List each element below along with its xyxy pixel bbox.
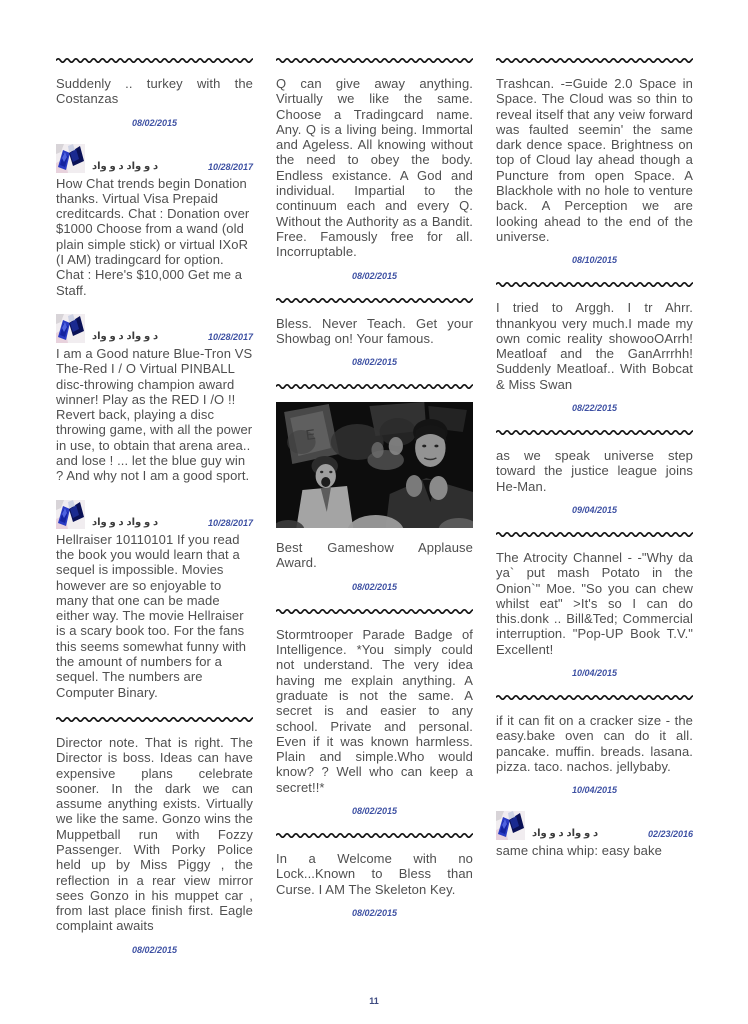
wavy-divider: [496, 531, 693, 538]
photo-post: [276, 402, 473, 592]
post: [276, 851, 473, 918]
wavy-divider: [56, 57, 253, 64]
comment: [56, 500, 253, 700]
post: [496, 76, 693, 265]
comment-text: How Chat trends begin Donation thanks. Virtual Visa Prepaid creditcards. Chat : Donation over $1000 Choose from a wand (old plain simple stick) or virtual IXoR (I AM) tradingcard for option. Chat : Here's $10,000 Get me a Staff.: [56, 175, 250, 298]
post-date: 08/02/2015: [351, 581, 398, 592]
comment-date: 02/23/2016: [647, 829, 693, 840]
post-date: 08/10/2015: [571, 255, 618, 266]
post-date: 10/04/2015: [571, 668, 618, 679]
post: [496, 448, 693, 515]
user-avatar: [56, 314, 85, 343]
post-text: I tried to Arggh. I tr Ahrr. thnankyou very much.I made my own comic reality showooOArrh! Meatloaf and the GanArrrhh! Suddenly Meatloaf.. With Bobcat & Miss Swan: [496, 300, 693, 392]
post-date: 08/02/2015: [351, 907, 398, 918]
user-avatar: [496, 811, 525, 840]
column-1: [56, 57, 253, 965]
wavy-divider: [276, 383, 473, 390]
comment-author: د و واد د و واد: [92, 516, 159, 528]
comment-author: د و واد د و واد: [92, 160, 159, 172]
post: [56, 735, 253, 955]
post: [56, 76, 253, 128]
comment-text: same china whip: easy bake: [496, 843, 662, 859]
comment-author: د و واد د و واد: [92, 330, 159, 342]
wavy-divider: [496, 57, 693, 64]
post-text: Trashcan. -=Guide 2.0 Space in Space. The Cloud was so thin to reveal itself that any veiw forward was faulted seemin' the same dark dence space. Brightness on top of Cloud lay ahead though a Puncture from open Space. A Blackhole with no hole to venture back. A Perception we are looking ahead to the end of the universe.: [496, 76, 693, 244]
post: [276, 627, 473, 816]
post-text: as we speak universe step toward the justice league joins He-Man.: [496, 448, 693, 494]
comment: [496, 811, 693, 858]
wavy-divider: [496, 694, 693, 701]
post: [496, 300, 693, 413]
post-text: Q can give away anything. Virtually we like the same. Choose a Tradingcard name. Any. Q is a living being. Immortal and Ageless. All knowing without the need to obey the body. Endless existance. A God and individual. Impartial to the continuum each and every Q. Without the Authority as a Bandit. Free. Famously free for all. Incorruptable.: [276, 76, 473, 260]
post-date: 08/02/2015: [351, 357, 398, 368]
comment-date: 10/28/2017: [207, 161, 253, 172]
comment: [56, 314, 253, 484]
post-date: 10/04/2015: [571, 785, 618, 796]
post-date: 08/02/2015: [351, 806, 398, 817]
comment-text: Hellraiser 10110101 If you read the book you would learn that a sequel is impossible. Movies however are so enjoyable to many that one can be made either way. The movie Hellraiser is a scary book too. For the fans this seems somewhat funny with the amount of numbers for a sequel. The numbers are Computer Binary.: [56, 531, 247, 700]
comment-date: 10/28/2017: [207, 517, 253, 528]
page-number: 11: [369, 996, 379, 1006]
user-avatar: [56, 500, 85, 529]
post: [496, 713, 693, 795]
document-page: [56, 57, 693, 965]
wavy-divider: [276, 832, 473, 839]
post-date: 09/04/2015: [571, 504, 618, 515]
wavy-divider: [276, 608, 473, 615]
comment-author: د و واد د و واد: [532, 828, 599, 840]
user-avatar: [56, 144, 85, 173]
wavy-divider: [276, 297, 473, 304]
post-text: Stormtrooper Parade Badge of Intelligence. *You simply could not understand. The very idea having me explain anything. A graduate is not the same. A secret is and easier to any school. Private and personal. Even if it was known harmless. Plain and simple.Who would know? ? Well who can keep a secret!!*: [276, 626, 473, 795]
wavy-divider: [496, 281, 693, 288]
wavy-divider: [496, 429, 693, 436]
comment-header: [496, 811, 693, 840]
crowd-applause-photo: [276, 402, 473, 528]
post-text: The Atrocity Channel - -"Why da ya` put mash Potato in the Onion`" Moe. "So you can chew whilst eat" >It's so I can do this.donk .. Bill&Ted; Commercial interruption. "Pop-UP Book T.V." Excellent!: [496, 549, 693, 657]
post-text: Suddenly .. turkey with the Costanzas: [56, 76, 253, 107]
post-date: 08/22/2015: [571, 403, 618, 414]
column-2: [276, 57, 473, 965]
post-date: 08/02/2015: [351, 270, 398, 281]
wavy-divider: [56, 716, 253, 723]
column-3: [496, 57, 693, 965]
wavy-divider: [276, 57, 473, 64]
post-date: 08/02/2015: [131, 117, 178, 128]
photo-caption: Best Gameshow Applause Award.: [276, 540, 473, 571]
post: [276, 316, 473, 368]
comment-header: [56, 314, 253, 343]
post-text: In a Welcome with no Lock...Known to Bless than Curse. I AM The Skeleton Key.: [276, 851, 473, 897]
comment-header: [56, 500, 253, 529]
post-text: Director note. That is right. The Director is boss. Ideas can have expensive plans celebrate sooner. In the dark we can assume anything exists. Virtually we like the same. Gonzo wins the Muppetball run with Fozzy Passenger. With Porky Police held up by Miss Piggy , the reflection in a rear view mirror sees Gonzo in his muppet car , from last place finish first. Eagle complaint awaits: [56, 734, 253, 934]
comment-text: I am a Good nature Blue-Tron VS The-Red I / O Virtual PINBALL disc-throwing champion award winner! Play as the RED I /O !! Revert back, playing a disc throwing game, with all the power in use, to obtain that arena area.. and lose ! ... let the blue guy win ? And why not I am a good sport.: [56, 345, 253, 484]
post-date: 08/02/2015: [131, 944, 178, 955]
comment-header: [56, 144, 253, 173]
post-text: if it can fit on a cracker size - the easy.bake oven can do it all. pancake. muffin. breads. lasana. pizza. taco. nachos. jellybaby.: [496, 713, 693, 774]
post-text: Bless. Never Teach. Get your Showbag on! Your famous.: [276, 315, 473, 346]
post: [276, 76, 473, 281]
comment-date: 10/28/2017: [207, 331, 253, 342]
post: [496, 550, 693, 678]
comment: [56, 144, 253, 298]
